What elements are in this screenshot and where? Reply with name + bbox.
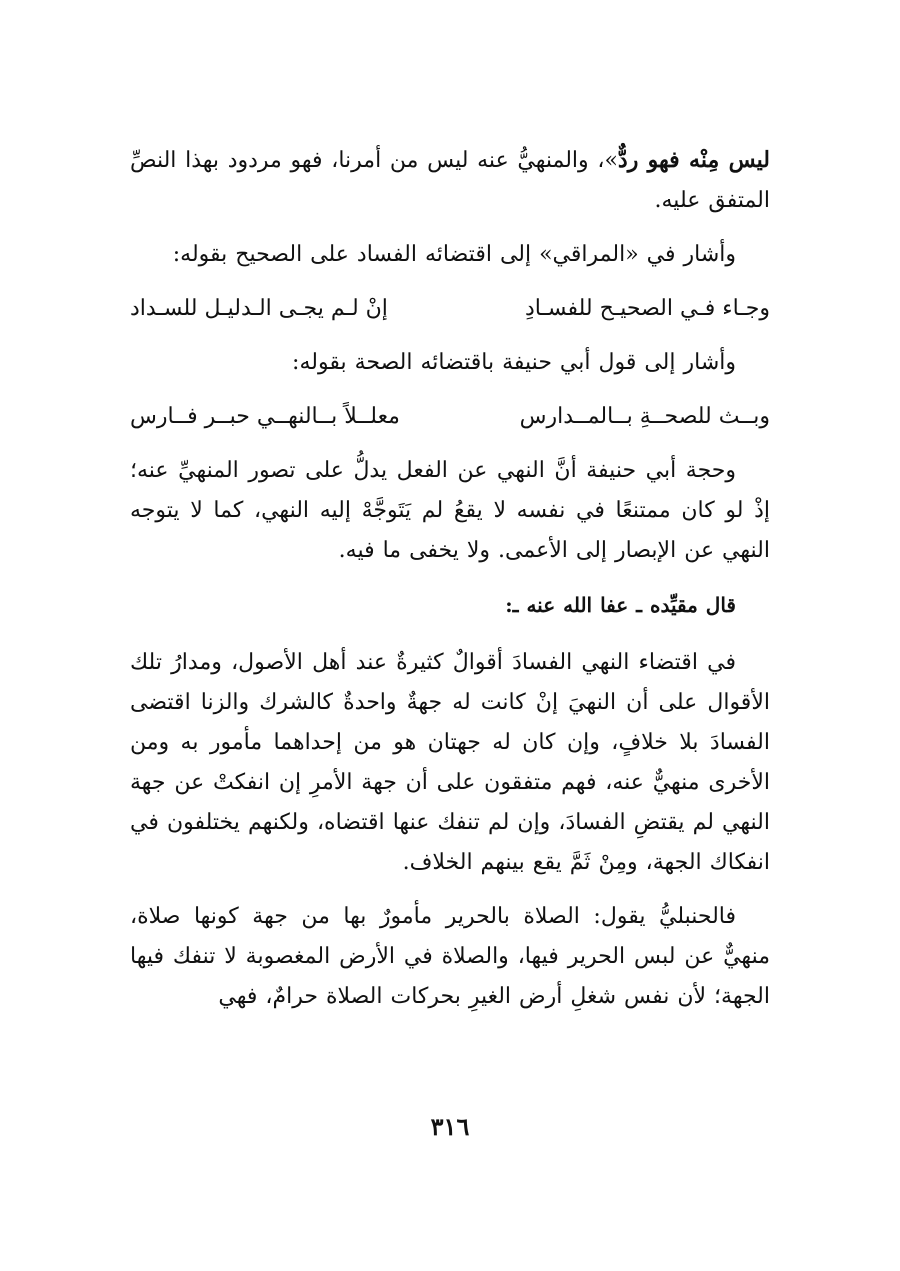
page-number: ٣١٦ xyxy=(430,1112,470,1141)
paragraph-4: وحجة أبي حنيفة أنَّ النهي عن الفعل يدلُّ على تصور المنهيِّ عنه؛ إذْ لو كان ممتنعًا في نفسه لا يقعُ لم يَتَوجَّهْ إليه النهي، كما لا يتوجه النهي عن الإبصار إلى الأعمى. ولا يخفى ما فيه. xyxy=(130,458,770,563)
section-heading: قال مقيِّده ـ عفا الله عنه ـ: xyxy=(505,593,736,617)
hadith-quote: ليس مِنْه فهو ردٌّ xyxy=(617,147,770,173)
verse-2 xyxy=(130,397,770,437)
verse-1 xyxy=(130,289,770,329)
page-body xyxy=(130,140,770,1017)
paragraph-3: وأشار إلى قول أبي حنيفة باقتضائه الصحة بقوله: xyxy=(292,350,736,375)
paragraph-5: في اقتضاء النهي الفسادَ أقوالٌ كثيرةٌ عند أهل الأصول، ومدارُ تلك الأقوال على أن النهيَ إنْ كانت له جهةٌ واحدةٌ كالشرك والزنا اقتضى الفسادَ بلا خلافٍ، وإن كان له جهتان هو من إحداهما مأمور به ومن الأخرى منهيٌّ عنه، فهم متفقون على أن جهة الأمرِ إن انفكتْ عن جهة النهي لم يقتضِ الفسادَ، وإن لم تنفك عنها اقتضاه، ولكنهم يختلفون في انفكاك الجهة، ومِنْ ثَمَّ يقع بينهم الخلاف. xyxy=(130,650,770,875)
verse-1-first-hemistich: وجـاء فـي الصحيـح للفسـادِ xyxy=(524,296,770,321)
paragraph-1-text: »، والمنهيُّ عنه ليس من أمرنا، فهو مردود بهذا النصِّ المتفق عليه. xyxy=(130,148,770,213)
paragraph-1 xyxy=(130,140,770,221)
paragraph-2: وأشار في «المراقي» إلى اقتضائه الفساد على الصحيح بقوله: xyxy=(172,242,736,267)
verse-2-first-hemistich: وبــث للصحــةِ بــالمــدارس xyxy=(519,404,770,429)
paragraph-6: فالحنبليُّ يقول: الصلاة بالحرير مأمورٌ بها من جهة كونها صلاة، منهيٌّ عن لبس الحرير فيها، والصلاة في الأرض المغصوبة لا تنفك فيها الجهة؛ لأن نفس شغلِ أرض الغيرِ بحركات الصلاة حرامٌ، فهي xyxy=(130,904,770,1009)
verse-2-second-hemistich: معلــلاً بــالنهــي حبــر فــارس xyxy=(130,404,400,429)
verse-1-second-hemistich: إنْ لـم يجـى الـدليـل للسـداد xyxy=(130,296,388,321)
